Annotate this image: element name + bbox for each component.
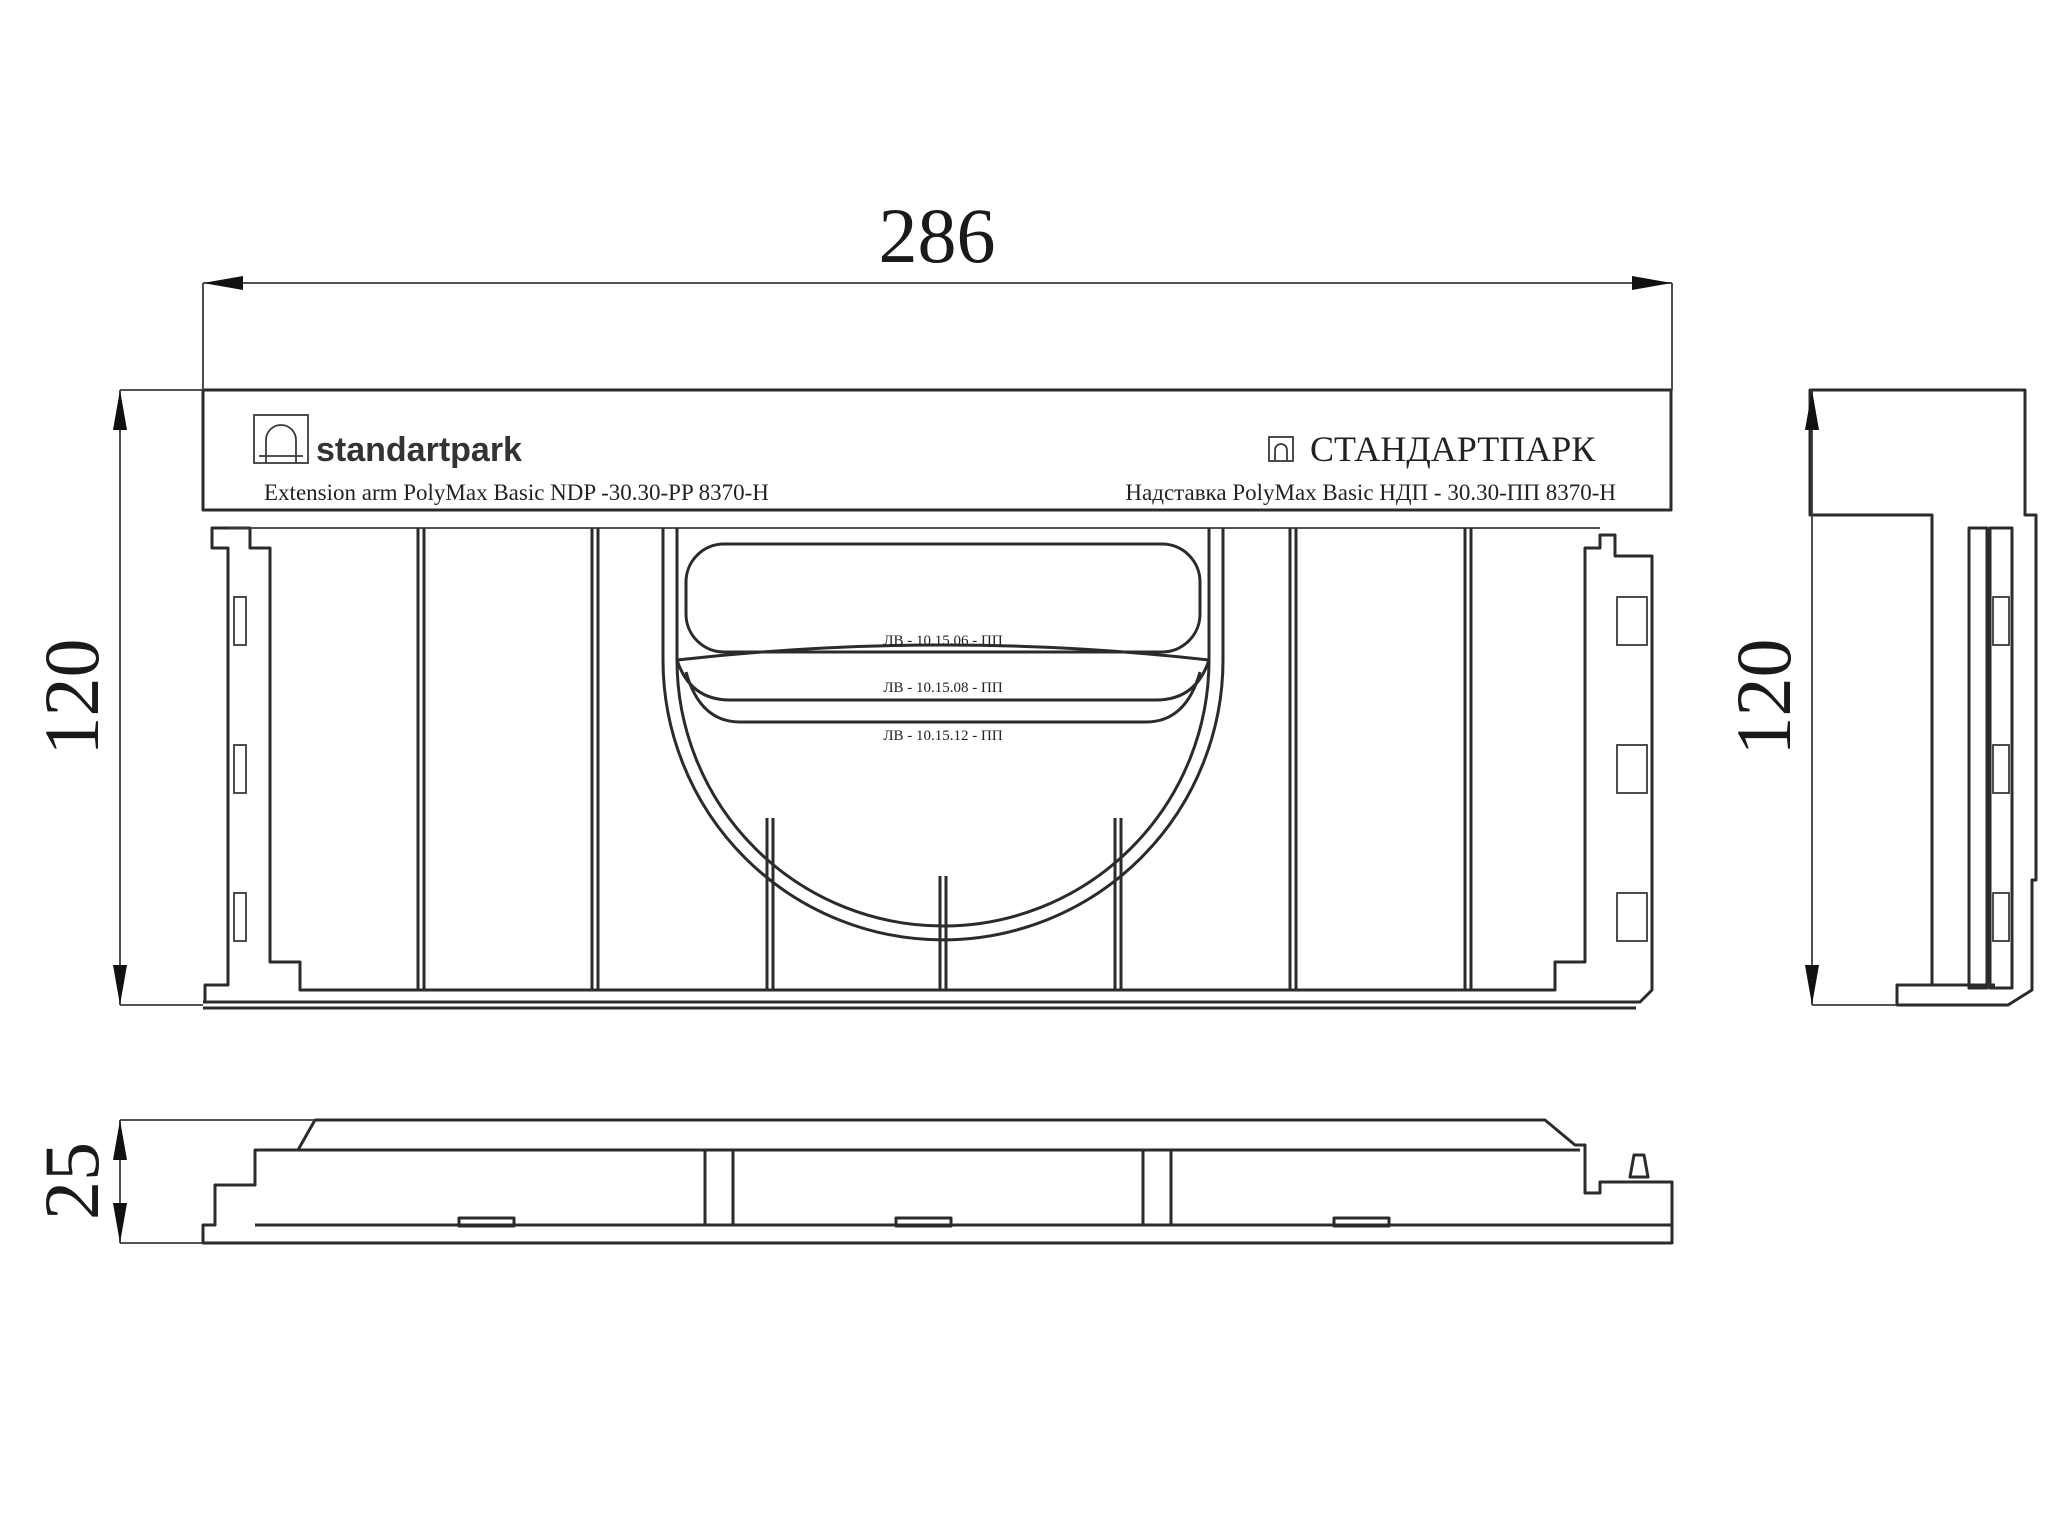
knockout-label: ЛВ - 10.15.08 - ПП [883, 680, 1003, 696]
side-view [1810, 390, 2036, 1005]
knockout-label: ЛВ - 10.15.12 - ПП [883, 728, 1003, 744]
brand-name-en: standartpark [316, 431, 522, 469]
dimension-width: 286 [878, 192, 996, 279]
dimension-lines [120, 283, 1897, 1243]
bottom-view [203, 1120, 1672, 1243]
product-label-ru: Надставка PolyMax Basic НДП - 30.30-ПП 8370-Н [1125, 480, 1616, 505]
product-label-en: Extension arm PolyMax Basic NDP -30.30-PP 8370-H [264, 480, 769, 505]
brand-name-ru: СТАНДАРТПАРК [1310, 429, 1596, 469]
front-body-outline [205, 528, 1652, 1002]
dimension-height-side: 120 [1720, 638, 1807, 756]
dimension-height-front: 120 [28, 638, 115, 756]
ribs [418, 528, 1471, 990]
dimension-depth: 25 [28, 1142, 115, 1220]
knockout-label: ЛВ - 10.15.06 - ПП [883, 633, 1003, 649]
arch-logo-icon [1269, 437, 1293, 461]
arch-logo-icon [254, 415, 308, 463]
